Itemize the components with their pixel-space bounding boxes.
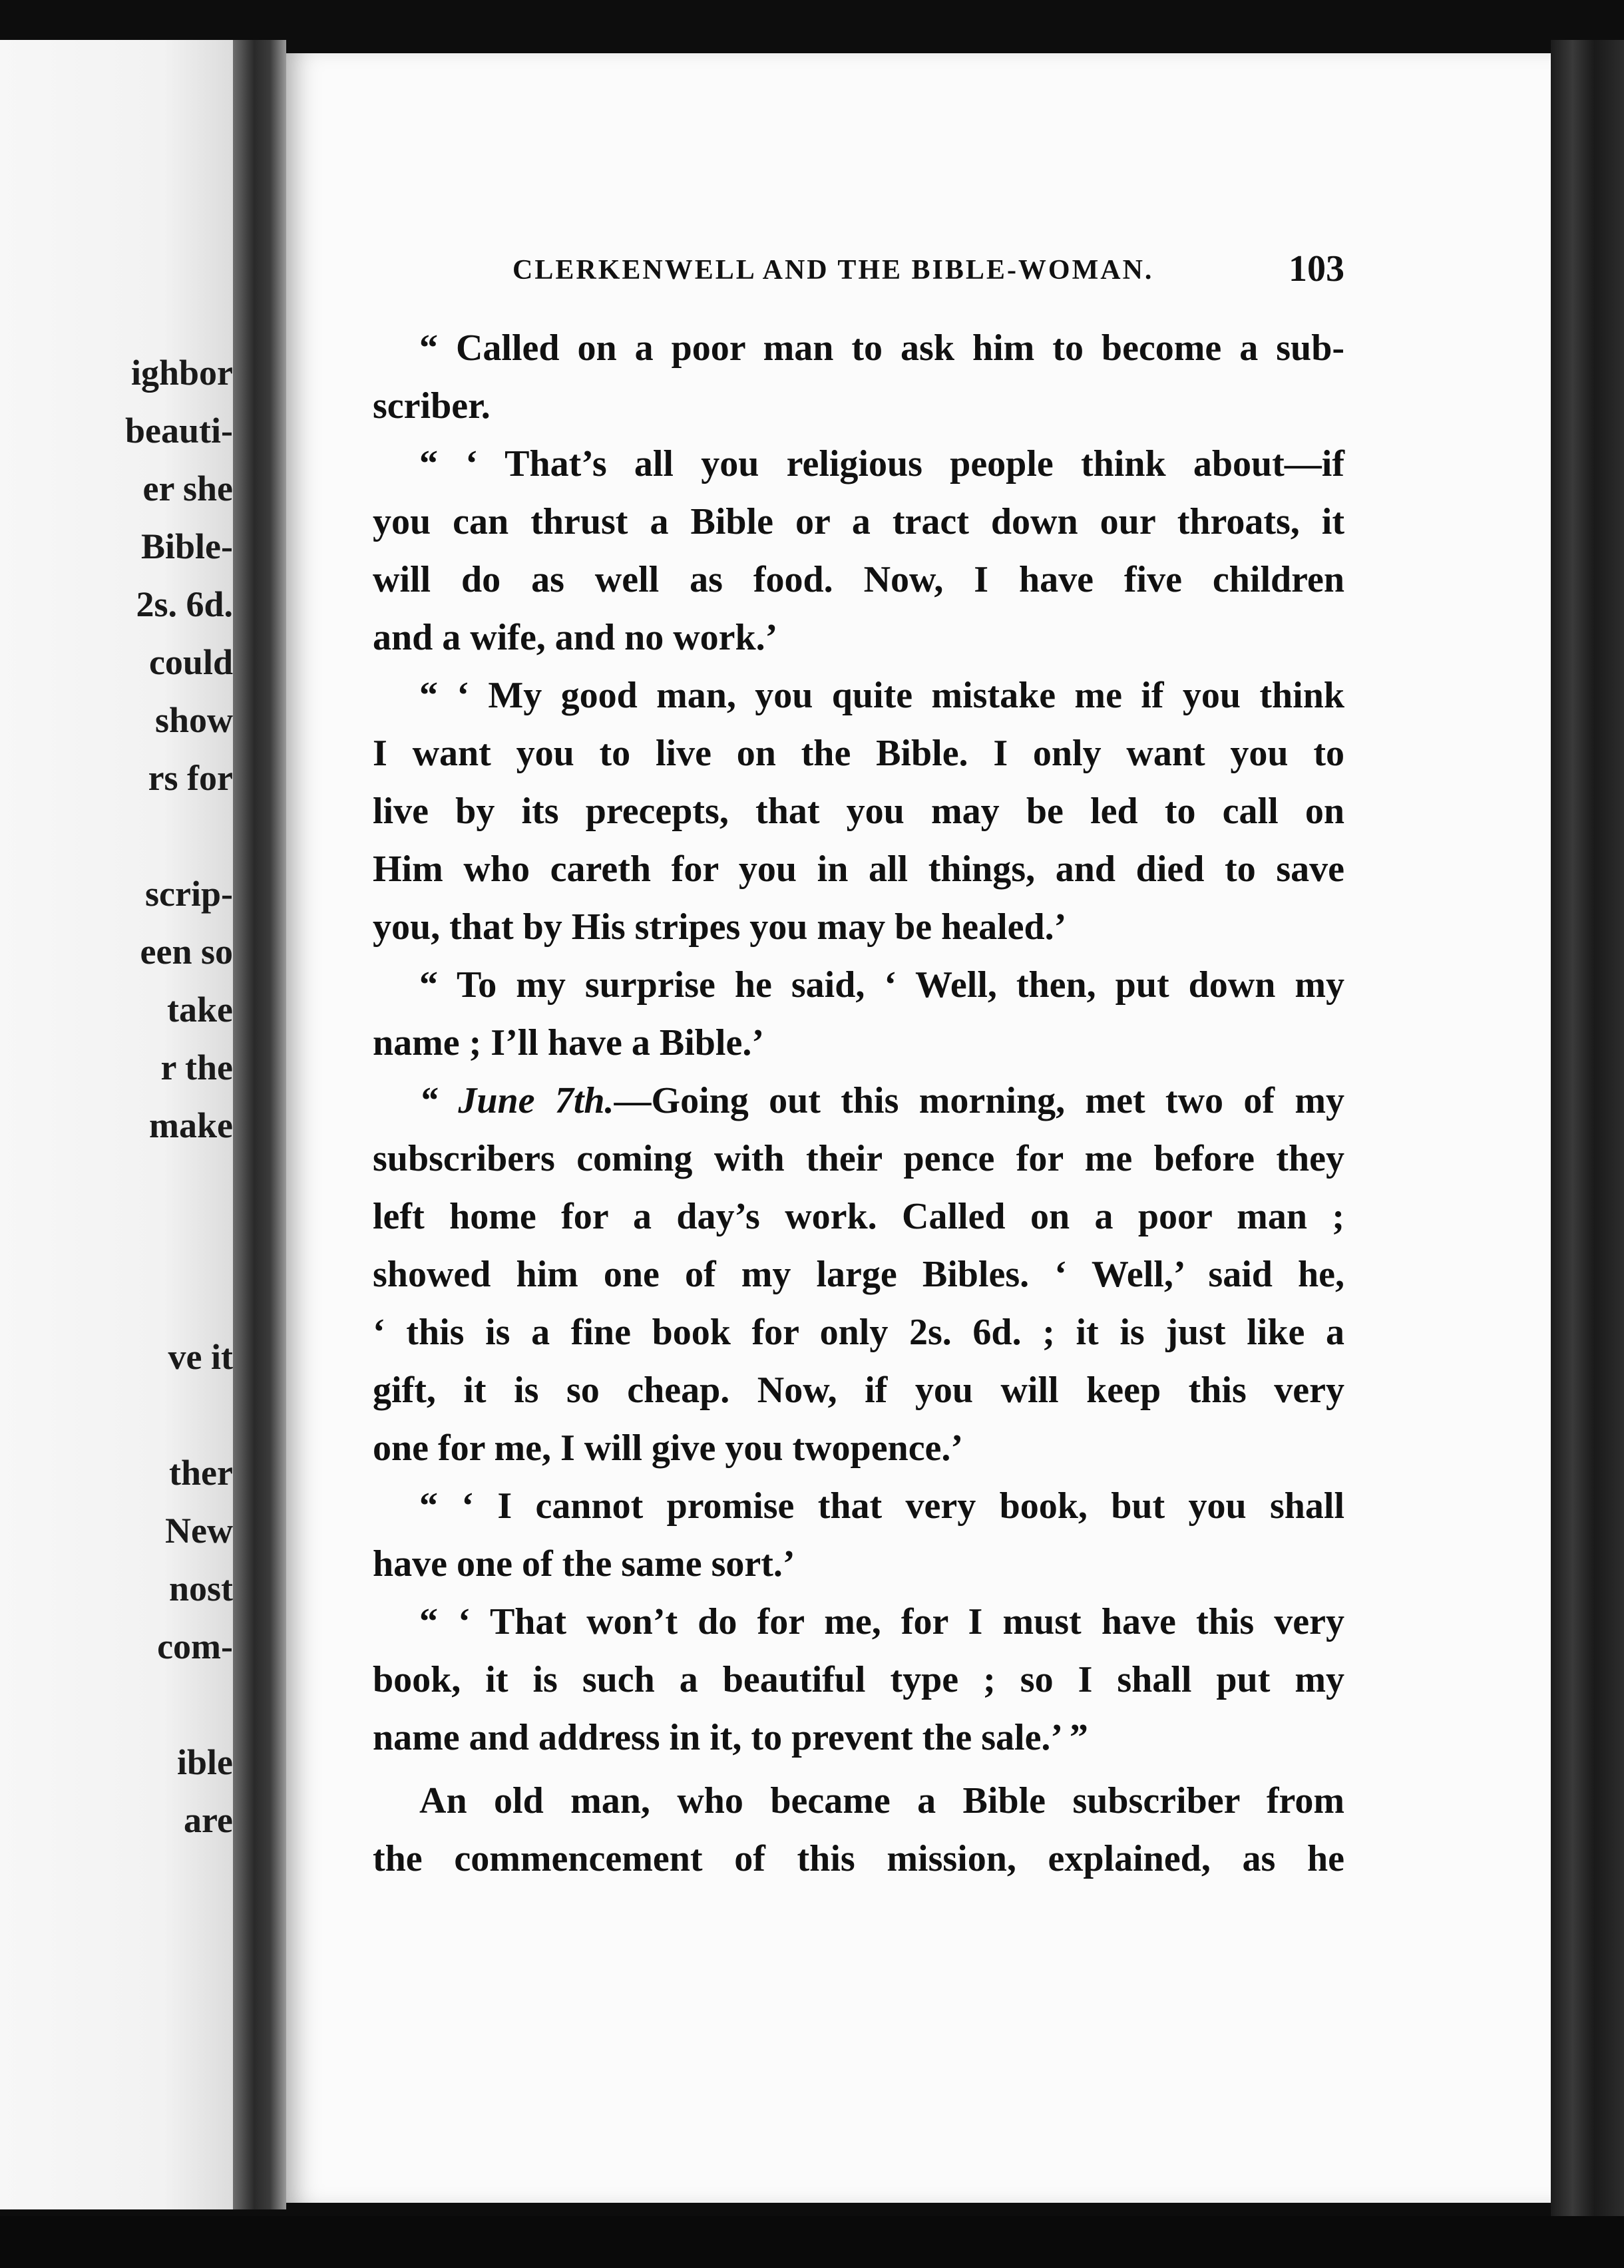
page-number: 103 — [1289, 248, 1344, 289]
text-line: you can thrust a Bible or a tract down our throats, it — [373, 501, 1344, 542]
scan-border — [0, 2216, 1624, 2268]
left-text-line: ther — [169, 1453, 233, 1493]
text-line: “ To my surprise he said, ‘ Well, then, put down my — [419, 964, 1344, 1006]
left-text-line: er she — [142, 469, 233, 508]
left-text-line: ighbor — [130, 353, 233, 393]
left-text-line: take — [167, 990, 233, 1030]
page-header — [512, 248, 1344, 301]
left-text-line: ve it — [168, 1337, 233, 1377]
date-label: “ June 7th. — [419, 1080, 614, 1121]
left-text-line: beauti- — [125, 411, 233, 451]
text-line — [373, 1072, 1344, 1130]
running-head: CLERKENWELL AND THE BIBLE-WOMAN. — [512, 255, 1154, 285]
text-line: gift, it is so cheap. Now, if you will keep this very — [373, 1370, 1344, 1411]
text-line: An old man, who became a Bible subscriber from — [419, 1780, 1344, 1821]
left-text-line: rs for — [148, 758, 233, 798]
text-line: “ ‘ That’s all you religious people think about—if — [419, 443, 1344, 484]
left-page — [0, 40, 233, 2209]
text-line: subscribers coming with their pence for me before they — [373, 1138, 1344, 1179]
text-line: showed him one of my large Bibles. ‘ Well,’ said he, — [373, 1254, 1344, 1295]
text-line: scriber. — [373, 385, 491, 427]
text-line: “ ‘ My good man, you quite mistake me if you think — [419, 675, 1344, 716]
text-line: have one of the same sort.’ — [373, 1543, 795, 1585]
text-line: you, that by His stripes you may be healed.’ — [373, 906, 1067, 948]
text-line: book, it is such a beautiful type ; so I shall put my — [373, 1659, 1344, 1700]
left-text-line: nost — [168, 1569, 233, 1608]
left-text-line: r the — [160, 1047, 233, 1087]
text-line: will do as well as food. Now, I have five children — [373, 559, 1344, 600]
text-line: “ Called on a poor man to ask him to become a sub- — [419, 327, 1344, 369]
page-edge — [1551, 40, 1624, 2236]
left-text-line: New — [165, 1511, 233, 1551]
left-text-line: scrip- — [145, 874, 233, 914]
text-line: name ; I’ll have a Bible.’ — [373, 1022, 764, 1063]
text-line: “ ‘ I cannot promise that very book, but you shall — [419, 1485, 1344, 1527]
text-line: I want you to live on the Bible. I only want you to — [373, 733, 1344, 774]
text-line: “ ‘ That won’t do for me, for I must have this very — [419, 1601, 1344, 1642]
left-text-line: Bible- — [140, 526, 233, 566]
text-line: one for me, I will give you twopence.’ — [373, 1427, 964, 1469]
left-text-line: een so — [140, 932, 233, 972]
text-line: and a wife, and no work.’ — [373, 617, 778, 658]
text-line: ‘ this is a fine book for only 2s. 6d. ; it is just like a — [373, 1312, 1344, 1353]
text-line: live by its precepts, that you may be led to call on — [373, 791, 1344, 832]
left-text-line: are — [184, 1800, 233, 1840]
book-gutter — [233, 40, 286, 2209]
left-text-line: show — [154, 700, 233, 740]
text-line: left home for a day’s work. Called on a poor man ; — [373, 1196, 1344, 1237]
left-text-line: 2s. 6d. — [136, 584, 233, 624]
left-text-line: could — [148, 642, 233, 682]
text-line-rest: —Going out this morning, met two of my — [614, 1080, 1344, 1121]
left-text-line: com- — [157, 1626, 233, 1666]
left-text-line: ible — [176, 1742, 233, 1782]
text-line: Him who careth for you in all things, and died to save — [373, 849, 1344, 890]
text-line: name and address in it, to prevent the sale.’ ” — [373, 1717, 1088, 1758]
left-text-line: make — [149, 1105, 233, 1145]
body-text — [373, 319, 1344, 1888]
text-line: the commencement of this mission, explained, as he — [373, 1838, 1344, 1879]
